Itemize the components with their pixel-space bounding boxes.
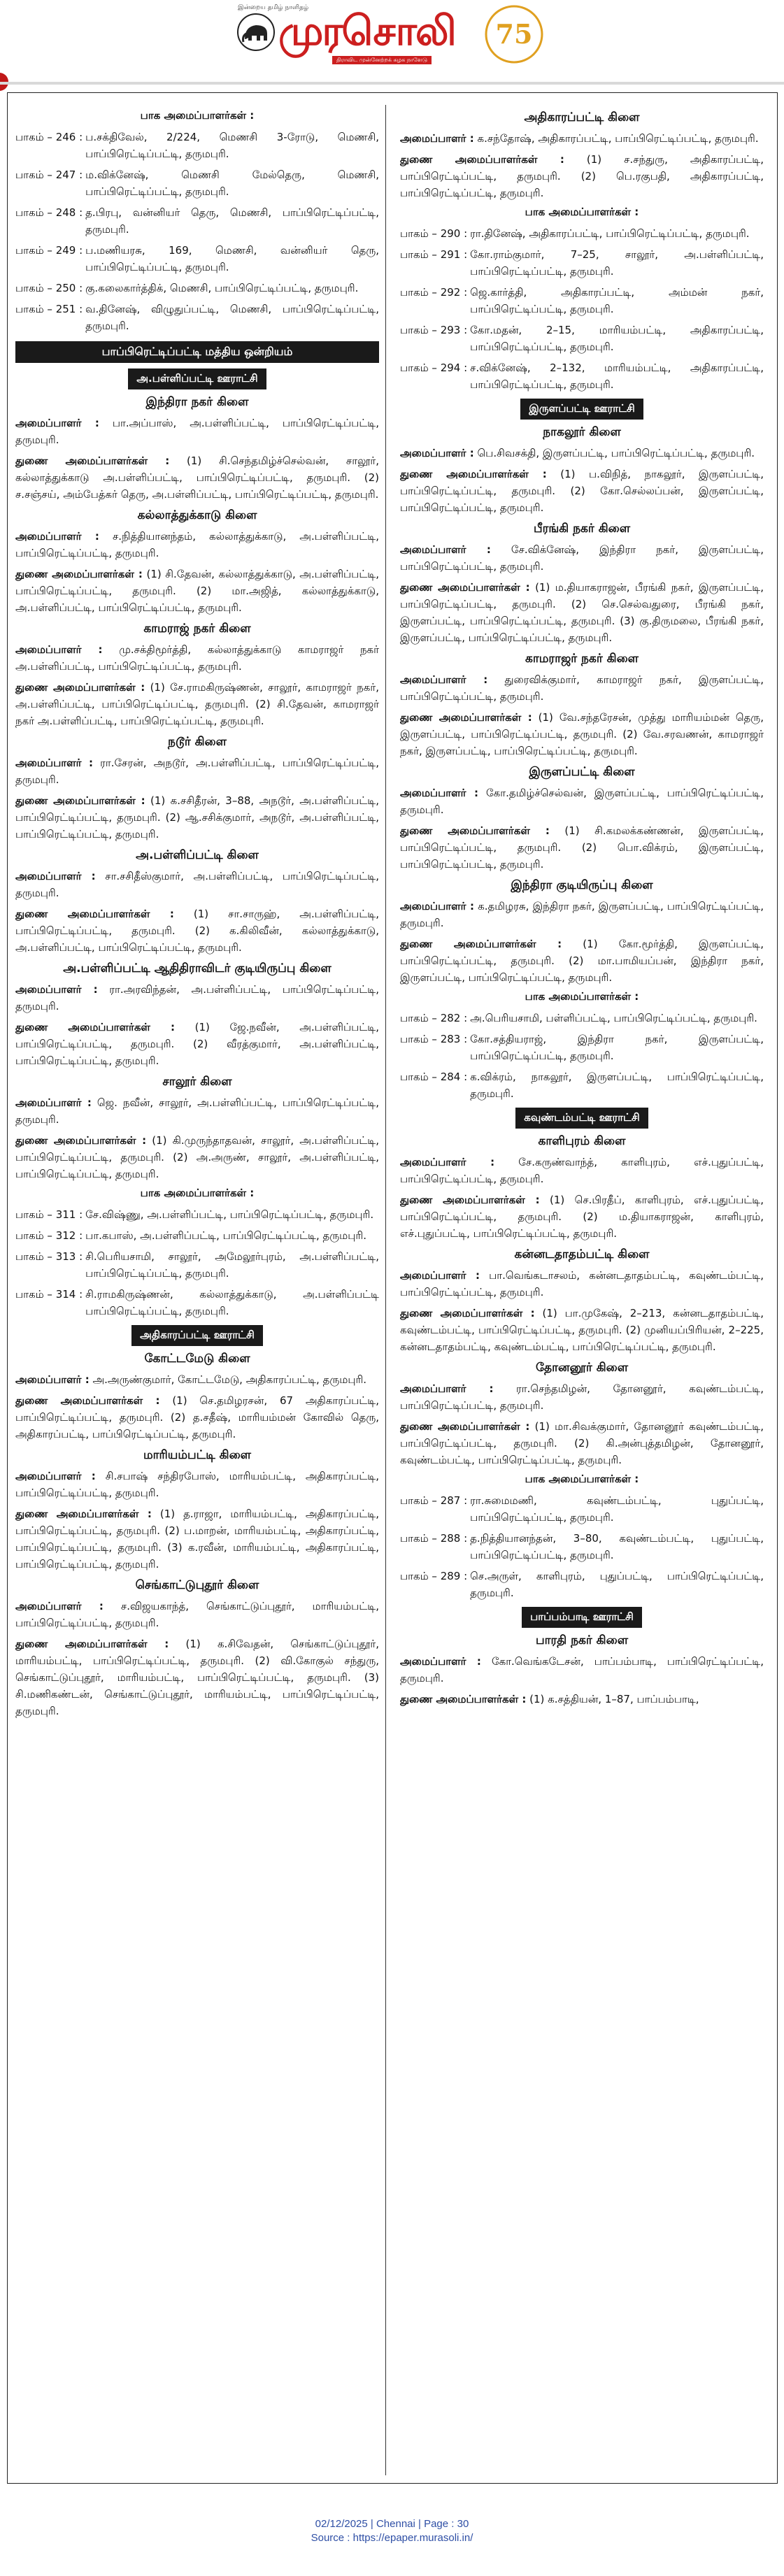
officer-details: (1) ச.சந்துரு, அதிகாரப்பட்டி, பாப்பிரெட்டிப்பட்டி, தருமபுரி. (2) பெ.ரகுபதி, அதிகாரப்பட்டி, பாப்பிரெட்டிப்பட்டி, தருமபுரி.: [400, 153, 764, 199]
officer-entry: [400, 1267, 764, 1301]
booth-entry: [400, 246, 764, 280]
masthead-rule: [0, 82, 784, 85]
role-label: துணை அமைப்பாளர்கள் :: [15, 1394, 160, 1407]
officer-details: சே.கருண்வாந்த், காளிபுரம், எச்.புதுப்பட்டி, பாப்பிரெட்டிப்பட்டி, தருமபுரி.: [400, 1156, 764, 1185]
column-divider: [385, 105, 386, 2475]
booth-label: பாகம் – 288 :: [400, 1532, 468, 1545]
officer-entry: [400, 785, 764, 818]
officer-entry: [15, 1371, 379, 1388]
role-label: துணை அமைப்பாளர்கள் :: [15, 1134, 147, 1147]
elephant-emblem-icon: [236, 13, 276, 52]
officer-entry: [400, 936, 764, 986]
booth-label: பாகம் – 290 :: [400, 227, 468, 240]
branch-title: இந்திரா குடியிருப்பு கிளை: [511, 878, 653, 892]
branch-title: அதிகாரப்பட்டி கிளை: [524, 110, 640, 124]
role-label: துணை அமைப்பாளர்கள் :: [15, 908, 174, 920]
branch-title: சாலூர் கிளை: [162, 1075, 232, 1089]
branch-title: செங்காட்டுபுதூர் கிளை: [135, 1578, 259, 1592]
footer-dateline: 02/12/2025 | Chennai | Page : 30: [315, 2518, 469, 2530]
booth-entry: [400, 225, 764, 242]
role-label: துணை அமைப்பாளர்கள் :: [15, 1638, 169, 1650]
booth-entry: [15, 1248, 379, 1282]
role-label: துணை அமைப்பாளர்கள் :: [400, 581, 530, 594]
officer-entry: [15, 1598, 379, 1631]
section-heading: பாக அமைப்பாளர்கள் :: [140, 1187, 255, 1199]
right-column: [400, 105, 764, 2475]
booth-label: பாகம் – 283 :: [400, 1033, 468, 1045]
branch-title: கல்லாத்துக்காடு கிளை: [137, 508, 257, 522]
officer-entry: [400, 1154, 764, 1187]
role-label: துணை அமைப்பாளர்கள் :: [400, 1194, 540, 1206]
booth-value: கோ.ராம்குமார், 7–25, சாலூர், அ.பள்ளிப்பட்டி, பாப்பிரெட்டிப்பட்டி, தருமபுரி.: [470, 248, 764, 278]
officer-details: (1) மா.சிவக்குமார், தோனனூர் கவுண்டம்பட்டி, பாப்பிரெட்டிப்பட்டி, தருமபுரி. (2) கி.அன்புத்தமிழன், தோனனூர், கவுண்டம்பட்டி, பாப்பிரெட்டிப்பட்டி, தருமபுரி.: [400, 1420, 764, 1466]
officer-entry: [15, 792, 379, 843]
officer-details: கோ.வெங்கடேசன், பாப்பம்பாடி, பாப்பிரெட்டிப்பட்டி, தருமபுரி.: [400, 1655, 764, 1684]
officer-details: க.சந்தோஷ், அதிகாரப்பட்டி, பாப்பிரெட்டிப்பட்டி, தருமபுரி.: [477, 132, 759, 145]
role-label: துணை அமைப்பாளர்கள் :: [400, 711, 532, 724]
booth-value: சி.பெரியசாமி, சாலூர், அமேலூர்புரம், அ.பள்ளிப்பட்டி, பாப்பிரெட்டிப்பட்டி, தருமபுரி.: [85, 1250, 379, 1280]
officer-details: க.தமிழரசு, இந்திரா நகர், இருளப்பட்டி, பாப்பிரெட்டிப்பட்டி, தருமபுரி.: [400, 900, 764, 929]
booth-value: த.பிரபு, வன்னியர் தெரு, மெணசி, பாப்பிரெட்டிப்பட்டி, தருமபுரி.: [85, 206, 379, 236]
booth-value: ச.விக்னேஷ், 2–132, மாரியம்பட்டி, அதிகாரப்பட்டி, பாப்பிரெட்டிப்பட்டி, தருமபுரி.: [470, 362, 764, 391]
panchayat-banner: பாப்பம்பாடி ஊராட்சி: [522, 1607, 642, 1628]
officer-details: (1) கோ.மூர்த்தி, இருளப்பட்டி, பாப்பிரெட்டிப்பட்டி, தருமபுரி. (2) மா.பாமியப்பன், இந்திரா நகர், இருளப்பட்டி, பாப்பிரெட்டிப்பட்டி, தருமபுரி.: [400, 938, 764, 984]
officer-entry: [15, 906, 379, 956]
role-label: துணை அமைப்பாளர்கள் :: [400, 1693, 527, 1705]
officer-entry: [15, 1468, 379, 1501]
officer-entry: [15, 1132, 379, 1182]
section-heading: பாக அமைப்பாளர்கள் :: [140, 109, 255, 122]
officer-entry: [400, 1653, 764, 1687]
panchayat-banner: இருளப்பட்டி ஊராட்சி: [520, 399, 643, 420]
booth-value: செ.அருள், காளிபுரம், புதுப்பட்டி, பாப்பிரெட்டிப்பட்டி, தருமபுரி.: [470, 1570, 764, 1599]
officer-entry: [15, 1019, 379, 1069]
booth-label: பாகம் – 313 :: [15, 1250, 83, 1263]
booth-label: பாகம் – 287 :: [400, 1494, 468, 1507]
booth-label: பாகம் – 246 :: [15, 131, 83, 143]
booth-label: பாகம் – 293 :: [400, 324, 468, 336]
role-label: அமைப்பாளர் :: [15, 643, 103, 656]
panchayat-banner: கவுண்டம்பட்டி ஊராட்சி: [515, 1108, 648, 1129]
branch-title: கன்னடதாதம்பட்டி கிளை: [514, 1247, 650, 1261]
officer-entry: [400, 898, 764, 931]
officer-details: (1) ப.விநித், நாகலூர், இருளப்பட்டி, பாப்பிரெட்டிப்பட்டி, தருமபுரி. (2) கோ.செல்லப்பன், இருளப்பட்டி, பாப்பிரெட்டிப்பட்டி, தருமபுரி.: [400, 468, 764, 514]
officer-details: (1) கி.முருந்தாதவன், சாலூர், அ.பள்ளிப்பட்டி, பாப்பிரெட்டிப்பட்டி, தருமபுரி. (2) அ.அருண், சாலூர், அ.பள்ளிப்பட்டி, பாப்பிரெட்டிப்பட்டி, தருமபுரி.: [15, 1134, 379, 1180]
role-label: அமைப்பாளர் :: [400, 900, 475, 913]
branch-title: காளிபுரம் கிளை: [538, 1134, 626, 1148]
role-label: துணை அமைப்பாளர்கள் :: [15, 1021, 175, 1033]
role-label: துணை அமைப்பாளர்கள் :: [400, 1420, 530, 1433]
booth-entry: [15, 204, 379, 238]
booth-value: பா.கபாஸ், அ.பள்ளிப்பட்டி, பாப்பிரெட்டிப்பட்டி, தருமபுரி.: [85, 1229, 366, 1242]
booth-entry: [400, 1010, 764, 1026]
officer-entry: [400, 1305, 764, 1355]
footer-source: Source : https://epaper.murasoli.in/: [311, 2532, 473, 2544]
booth-value: அ.பெரியசாமி, பள்ளிப்பட்டி, பாப்பிரெட்டிப்பட்டி, தருமபுரி.: [470, 1012, 757, 1024]
section-heading: பாக அமைப்பாளர்கள் :: [525, 206, 639, 218]
booth-value: ம.விக்னேஷ், மெணசி மேல்தெரு, மெணசி, பாப்பிரெட்டிப்பட்டி, தருமபுரி.: [85, 169, 379, 198]
officer-entry: [15, 1636, 379, 1719]
officer-entry: [400, 1380, 764, 1414]
officer-entry: [15, 754, 379, 788]
officer-details: பா.அப்பாஸ், அ.பள்ளிப்பட்டி, பாப்பிரெட்டிப்பட்டி, தருமபுரி.: [15, 417, 379, 446]
booth-value: ப.சக்திவேல், 2/224, மெணசி 3-ரோடு, மெணசி, பாப்பிரெட்டிப்பட்டி, தருமபுரி.: [85, 131, 379, 160]
anniversary-75-badge-icon: [483, 3, 546, 66]
officer-entry: [400, 709, 764, 759]
role-label: அமைப்பாளர் :: [15, 870, 96, 882]
role-label: அமைப்பாளர் :: [400, 1269, 480, 1282]
booth-entry: [400, 359, 764, 393]
role-label: அமைப்பாளர் :: [400, 132, 474, 145]
role-label: அமைப்பாளர் :: [15, 1373, 90, 1386]
officer-entry: [400, 671, 764, 705]
officer-details: (1) செ.பிரதீப், காளிபுரம், எச்.புதுப்பட்டி, பாப்பிரெட்டிப்பட்டி, தருமபுரி. (2) ம.தியாகராஜன், காளிபுரம், எச்.புதுப்பட்டி, பாப்பிரெட்டிப்பட்டி, தருமபுரி.: [400, 1194, 764, 1240]
officer-entry: [15, 868, 379, 901]
booth-label: பாகம் – 292 :: [400, 286, 468, 299]
booth-entry: [15, 1206, 379, 1223]
officer-details: (1) செ.தமிழரசன், 67 அதிகாரப்பட்டி, பாப்பிரெட்டிப்பட்டி, தருமபுரி. (2) த.சதீஷ், மாரியம்மன் கோவில் தெரு, அதிகாரப்பட்டி, பாப்பிரெட்டிப்பட்டி, தருமபுரி.: [15, 1394, 379, 1440]
role-label: அமைப்பாளர் :: [400, 1156, 495, 1168]
officer-entry: [400, 466, 764, 516]
branch-title: பீரங்கி நகர் கிளை: [533, 522, 631, 536]
booth-entry: [400, 322, 764, 355]
booth-value: கு.கலைகார்த்திக், மெணசி, பாப்பிரெட்டிப்பட்டி, தருமபுரி.: [85, 282, 359, 294]
officer-details: (1) க.சசிதீரன், 3–88, அநடூர், அ.பள்ளிப்பட்டி, பாப்பிரெட்டிப்பட்டி, தருமபுரி. (2) ஆ.சசிக்குமார், அநடூர், அ.பள்ளிப்பட்டி, பாப்பிரெட்டிப்பட்டி, தருமபுரி.: [15, 794, 379, 840]
branch-title: இந்திரா நகர் கிளை: [145, 395, 249, 409]
officer-details: பா.வெங்கடாசலம், கன்னடதாதம்பட்டி, கவுண்டம்பட்டி, பாப்பிரெட்டிப்பட்டி, தருமபுரி.: [400, 1269, 764, 1298]
role-label: துணை அமைப்பாளர்கள் :: [15, 1508, 152, 1520]
role-label: அமைப்பாளர் :: [15, 983, 98, 996]
booth-entry: [15, 301, 379, 334]
officer-details: சி.சபாஷ் சந்திரபோஸ், மாரியம்பட்டி, அதிகாரப்பட்டி, பாப்பிரெட்டிப்பட்டி, தருமபுரி.: [15, 1470, 379, 1499]
booth-value: த.நித்தியானந்தன், 3–80, கவுண்டம்பட்டி, புதுப்பட்டி, பாப்பிரெட்டிப்பட்டி, தருமபுரி.: [470, 1532, 764, 1561]
booth-label: பாகம் – 312 :: [15, 1229, 83, 1242]
officer-details: (1) சா.சாருஹ், அ.பள்ளிப்பட்டி, பாப்பிரெட்டிப்பட்டி, தருமபுரி. (2) க.கிலிவீன், கல்லாத்துக்காடு, அ.பள்ளிப்பட்டி, பாப்பிரெட்டிப்பட்டி, தருமபுரி.: [15, 908, 379, 954]
booth-entry: [400, 1031, 764, 1064]
officer-entry: [400, 579, 764, 646]
officer-entry: [15, 641, 379, 675]
booth-value: ப.மணியரசு, 169, மெணசி, வன்னியர் தெரு, பாப்பிரெட்டிப்பட்டி, தருமபுரி.: [85, 244, 379, 273]
booth-label: பாகம் – 284 :: [400, 1071, 468, 1083]
role-label: துணை அமைப்பாளர்கள் :: [400, 938, 562, 950]
booth-value: சே.விஷ்ணு, அ.பள்ளிப்பட்டி, பாப்பிரெட்டிப்பட்டி, தருமபுரி.: [85, 1208, 374, 1221]
booth-label: பாகம் – 294 :: [400, 362, 468, 374]
officer-details: ச.விஜயகாந்த், செங்காட்டுப்புதூர், மாரியம்பட்டி, பாப்பிரெட்டிப்பட்டி, தருமபுரி.: [15, 1600, 379, 1629]
booth-entry: [15, 1286, 379, 1319]
officer-entry: [15, 415, 379, 448]
branch-title: பாரதி நகர் கிளை: [535, 1633, 629, 1647]
role-label: அமைப்பாளர் :: [400, 1655, 481, 1668]
role-label: துணை அமைப்பாளர்கள் :: [400, 468, 547, 480]
role-label: அமைப்பாளர் :: [15, 757, 94, 769]
section-heading: பாக அமைப்பாளர்கள் :: [525, 990, 639, 1003]
branch-title: அ.பள்ளிப்பட்டி ஆதிதிராவிடர் குடியிருப்பு கிளை: [63, 961, 332, 975]
booth-entry: [400, 1492, 764, 1526]
officer-entry: [400, 1691, 764, 1708]
officer-details: (1) சி.செந்தமிழ்ச்செல்வன், சாலூர், கல்லாத்துக்காடு அ.பள்ளிப்பட்டி, பாப்பிரெட்டிப்பட்டி, தருமபுரி. (2) ச.சஞ்சய், அம்பேத்கர் தெரு, அ.பள்ளிப்பட்டி, பாப்பிரெட்டிப்பட்டி, தருமபுரி.: [15, 455, 379, 501]
officer-details: (1) பா.முகேஷ், 2–213, கன்னடதாதம்பட்டி, கவுண்டம்பட்டி, பாப்பிரெட்டிப்பட்டி, தருமபுரி. (2) முனியப்பிரியன், 2–225, கன்னடதாதம்பட்டி, கவுண்டம்பட்டி, பாப்பிரெட்டிப்பட்டி, தருமபுரி.: [400, 1307, 764, 1353]
branch-title: தோனனூர் கிளை: [535, 1361, 629, 1375]
officer-entry: [15, 679, 379, 729]
booth-label: பாகம் – 291 :: [400, 248, 468, 261]
officer-details: மு.சக்திமூர்த்தி, கல்லாத்துக்காடு காமராஜர் நகர் அ.பள்ளிப்பட்டி, பாப்பிரெட்டிப்பட்டி, தருமபுரி.: [15, 643, 379, 673]
masthead-tagline: இன்றைய தமிழ் நாளிதழ்: [238, 4, 309, 11]
role-label: அமைப்பாளர் :: [15, 1096, 92, 1109]
officer-details: (1) க.சத்தியன், 1–87, பாப்பம்பாடி,: [529, 1693, 699, 1705]
role-label: துணை அமைப்பாளர்கள் :: [15, 455, 170, 467]
officer-entry: [15, 981, 379, 1015]
booth-label: பாகம் – 282 :: [400, 1012, 468, 1024]
booth-entry: [15, 280, 379, 296]
officer-entry: [15, 1505, 379, 1573]
page-footer: [0, 2517, 784, 2545]
officer-details: (1) ஜே.நவீன், அ.பள்ளிப்பட்டி, பாப்பிரெட்டிப்பட்டி, தருமபுரி. (2) வீரத்குமார், அ.பள்ளிப்பட்டி, பாப்பிரெட்டிப்பட்டி, தருமபுரி.: [15, 1021, 379, 1067]
booth-value: கோ.மதன், 2–15, மாரியம்பட்டி, அதிகாரப்பட்டி, பாப்பிரெட்டிப்பட்டி, தருமபுரி.: [470, 324, 764, 353]
officer-details: துரைவிக்குமார், காமராஜர் நகர், இருளப்பட்டி, பாப்பிரெட்டிப்பட்டி, தருமபுரி.: [400, 673, 764, 703]
booth-entry: [15, 1227, 379, 1244]
booth-label: பாகம் – 250 :: [15, 282, 83, 294]
booth-label: பாகம் – 311 :: [15, 1208, 83, 1221]
role-label: துணை அமைப்பாளர்கள் :: [15, 794, 145, 807]
booth-value: ரா.சுமைமணி, கவுண்டம்பட்டி, புதுப்பட்டி, பாப்பிரெட்டிப்பட்டி, தருமபுரி.: [470, 1494, 764, 1524]
booth-label: பாகம் – 249 :: [15, 244, 83, 257]
officer-details: ரா.செந்தமிழன், தோனனூர், கவுண்டம்பட்டி, பாப்பிரெட்டிப்பட்டி, தருமபுரி.: [400, 1382, 764, 1412]
union-banner: பாப்பிரெட்டிப்பட்டி மத்திய ஒன்றியம்: [15, 341, 379, 363]
branch-title: நடூர் கிளை: [168, 735, 227, 749]
role-label: அமைப்பாளர் :: [15, 1470, 96, 1482]
booth-value: ரா.தினேஷ், அதிகாரப்பட்டி, பாப்பிரெட்டிப்பட்டி, தருமபுரி.: [470, 227, 750, 240]
officer-details: (1) ம.தியாகராஜன், பீரங்கி நகர், இருளப்பட்டி, பாப்பிரெட்டிப்பட்டி, தருமபுரி. (2) செ.செல்வதுரை, பீரங்கி நகர், இருளப்பட்டி, பாப்பிரெட்டிப்பட்டி, தருமபுரி. (3) கு.திருமலை, பீரங்கி நகர், இருளப்பட்டி, பாப்பிரெட்டிப்பட்டி, தருமபுரி.: [400, 581, 764, 644]
role-label: அமைப்பாளர் :: [400, 673, 488, 686]
booth-entry: [400, 1068, 764, 1102]
officer-entry: [15, 566, 379, 616]
booth-entry: [15, 166, 379, 200]
masthead-subtitle: திராவிட முன்னேற்றக் கழக நாளேடு: [332, 56, 432, 64]
booth-value: ஜெ.கார்த்தி, அதிகாரப்பட்டி, அம்மன் நகர், பாப்பிரெட்டிப்பட்டி, தருமபுரி.: [470, 286, 764, 315]
booth-label: பாகம் – 251 :: [15, 303, 83, 315]
officer-entry: [15, 1392, 379, 1443]
officer-entry: [400, 445, 764, 461]
officer-details: கோ.தமிழ்ச்செல்வன், இருளப்பட்டி, பாப்பிரெட்டிப்பட்டி, தருமபுரி.: [400, 787, 764, 816]
anniversary-number: 75: [495, 18, 533, 50]
booth-value: வ.தினேஷ், விழுதுப்பட்டி, மெணசி, பாப்பிரெட்டிப்பட்டி, தருமபுரி.: [85, 303, 379, 332]
role-label: அமைப்பாளர் :: [15, 530, 99, 543]
officer-details: (1) க.சிவேதன், செங்காட்டுப்புதூர், மாரியம்பட்டி, பாப்பிரெட்டிப்பட்டி, தருமபுரி. (2) வி.கோகுல் சந்துரு, செங்காட்டுப்புதூர், மாரியம்பட்டி, பாப்பிரெட்டிப்பட்டி, தருமபுரி. (3) சி.மணிகண்டன், செங்காட்டுப்புதூர், மாரியம்பட்டி, பாப்பிரெட்டிப்பட்டி, தருமபுரி.: [15, 1638, 379, 1717]
officer-details: அ.அருண்குமார், கோட்டமேடு, அதிகாரப்பட்டி, தருமபுரி.: [92, 1373, 367, 1386]
officer-details: (1) சி.தேவன், கல்லாத்துக்காடு, அ.பள்ளிப்பட்டி, பாப்பிரெட்டிப்பட்டி, தருமபுரி. (2) மா.அஜித், கல்லாத்துக்காடு, அ.பள்ளிப்பட்டி, பாப்பிரெட்டிப்பட்டி, தருமபுரி.: [15, 568, 379, 614]
panchayat-banner: அ.பள்ளிப்பட்டி ஊராட்சி: [128, 368, 266, 389]
booth-entry: [400, 1530, 764, 1564]
officer-entry: [400, 541, 764, 575]
booth-entry: [15, 129, 379, 162]
booth-entry: [15, 242, 379, 276]
officer-details: (1) த.ராஜா, மாரியம்பட்டி, அதிகாரப்பட்டி, பாப்பிரெட்டிப்பட்டி, தருமபுரி. (2) ப.மாறன், மாரியம்பட்டி, அதிகாரப்பட்டி, பாப்பிரெட்டிப்பட்டி, தருமபுரி. (3) க.ரவீன், மாரியம்பட்டி, அதிகாரப்பட்டி, பாப்பிரெட்டிப்பட்டி, தருமபுரி.: [15, 1508, 379, 1570]
left-column: [15, 105, 379, 2475]
booth-value: கோ.சத்தியராஜ், இந்திரா நகர், இருளப்பட்டி, பாப்பிரெட்டிப்பட்டி, தருமபுரி.: [470, 1033, 764, 1062]
booth-label: பாகம் – 248 :: [15, 206, 83, 219]
officer-entry: [15, 452, 379, 503]
role-label: துணை அமைப்பாளர்கள் :: [400, 1307, 535, 1319]
officer-details: சே.விக்னேஷ், இந்திரா நகர், இருளப்பட்டி, பாப்பிரெட்டிப்பட்டி, தருமபுரி.: [400, 543, 764, 573]
booth-label: பாகம் – 314 :: [15, 1288, 83, 1301]
branch-title: நாகலூர் கிளை: [543, 425, 621, 439]
booth-value: சி.ராமகிருஷ்ணன், கல்லாத்துக்காடு, அ.பள்ளிப்பட்டி பாப்பிரெட்டிப்பட்டி, தருமபுரி.: [85, 1288, 379, 1317]
role-label: துணை அமைப்பாளர்கள் :: [15, 568, 143, 580]
officer-entry: [15, 1094, 379, 1128]
officer-details: ச.நித்தியானந்தம், கல்லாத்துக்காடு, அ.பள்ளிப்பட்டி, பாப்பிரெட்டிப்பட்டி, தருமபுரி.: [15, 530, 379, 559]
branch-title: அ.பள்ளிப்பட்டி கிளை: [136, 848, 259, 862]
officer-entry: [400, 822, 764, 873]
masthead: [0, 0, 784, 90]
booth-entry: [400, 284, 764, 317]
role-label: அமைப்பாளர் :: [400, 543, 491, 556]
booth-label: பாகம் – 247 :: [15, 169, 83, 181]
branch-title: கோட்டமேடு கிளை: [144, 1352, 250, 1366]
role-label: அமைப்பாளர் :: [15, 1600, 104, 1612]
section-heading: பாக அமைப்பாளர்கள் :: [525, 1473, 639, 1485]
newspaper-logo: முரசொலி: [278, 7, 455, 55]
role-label: அமைப்பாளர் :: [15, 417, 99, 429]
branch-title: காமராஜ் நகர் கிளை: [143, 622, 251, 636]
officer-details: சா.சசிதீஸ்குமார், அ.பள்ளிப்பட்டி, பாப்பிரெட்டிப்பட்டி, தருமபுரி.: [15, 870, 379, 899]
officer-details: (1) வே.சந்தரேசன், முத்து மாரியம்மன் தெரு, இருளப்பட்டி, பாப்பிரெட்டிப்பட்டி, தருமபுரி. (2) வே.சரவணன், காமராஜர் நகர், இருளப்பட்டி, பாப்பிரெட்டிப்பட்டி, தருமபுரி.: [400, 711, 764, 757]
branch-title: காமராஜர் நகர் கிளை: [525, 652, 639, 666]
officer-entry: [15, 528, 379, 561]
role-label: துணை அமைப்பாளர்கள் :: [400, 824, 550, 837]
role-label: துணை அமைப்பாளர்கள் :: [15, 681, 145, 694]
officer-details: (1) சே.ராமகிருஷ்ணன், சாலூர், காமராஜர் நகர், அ.பள்ளிப்பட்டி, பாப்பிரெட்டிப்பட்டி, தருமபுரி. (2) சி.தேவன், காமராஜர் நகர் அ.பள்ளிப்பட்டி, பாப்பிரெட்டிப்பட்டி, தருமபுரி.: [15, 681, 379, 727]
branch-title: மாரியம்பட்டி கிளை: [143, 1448, 252, 1462]
booth-entry: [400, 1568, 764, 1601]
role-label: துணை அமைப்பாளர்கள் :: [400, 153, 564, 166]
officer-details: ஜெ. நவீன், சாலூர், அ.பள்ளிப்பட்டி, பாப்பிரெட்டிப்பட்டி, தருமபுரி.: [15, 1096, 379, 1126]
role-label: அமைப்பாளர் :: [400, 787, 478, 799]
officer-entry: [400, 151, 764, 201]
booth-label: பாகம் – 289 :: [400, 1570, 468, 1582]
officer-entry: [400, 1192, 764, 1242]
officer-details: பெ.சிவசக்தி, இருளப்பட்டி, பாப்பிரெட்டிப்பட்டி, தருமபுரி.: [477, 447, 755, 459]
branch-title: இருளப்பட்டி கிளை: [529, 765, 635, 779]
officer-entry: [400, 1418, 764, 1468]
role-label: அமைப்பாளர் :: [400, 447, 474, 459]
officer-details: ரா.சேரன், அநடூர், அ.பள்ளிப்பட்டி, பாப்பிரெட்டிப்பட்டி, தருமபுரி.: [15, 757, 379, 786]
officer-details: ரா.அரவிந்தன், அ.பள்ளிப்பட்டி, பாப்பிரெட்டிப்பட்டி, தருமபுரி.: [15, 983, 379, 1012]
booth-value: க.விக்ரம், நாகலூர், இருளப்பட்டி, பாப்பிரெட்டிப்பட்டி, தருமபுரி.: [470, 1071, 764, 1100]
role-label: அமைப்பாளர் :: [400, 1382, 494, 1395]
officer-details: (1) சி.கமலக்கண்ணன், இருளப்பட்டி, பாப்பிரெட்டிப்பட்டி, தருமபுரி. (2) பொ.விக்ரம், இருளப்பட்டி, பாப்பிரெட்டிப்பட்டி, தருமபுரி.: [400, 824, 764, 871]
panchayat-banner: அதிகாரப்பட்டி ஊராட்சி: [131, 1325, 263, 1346]
officer-entry: [400, 130, 764, 147]
